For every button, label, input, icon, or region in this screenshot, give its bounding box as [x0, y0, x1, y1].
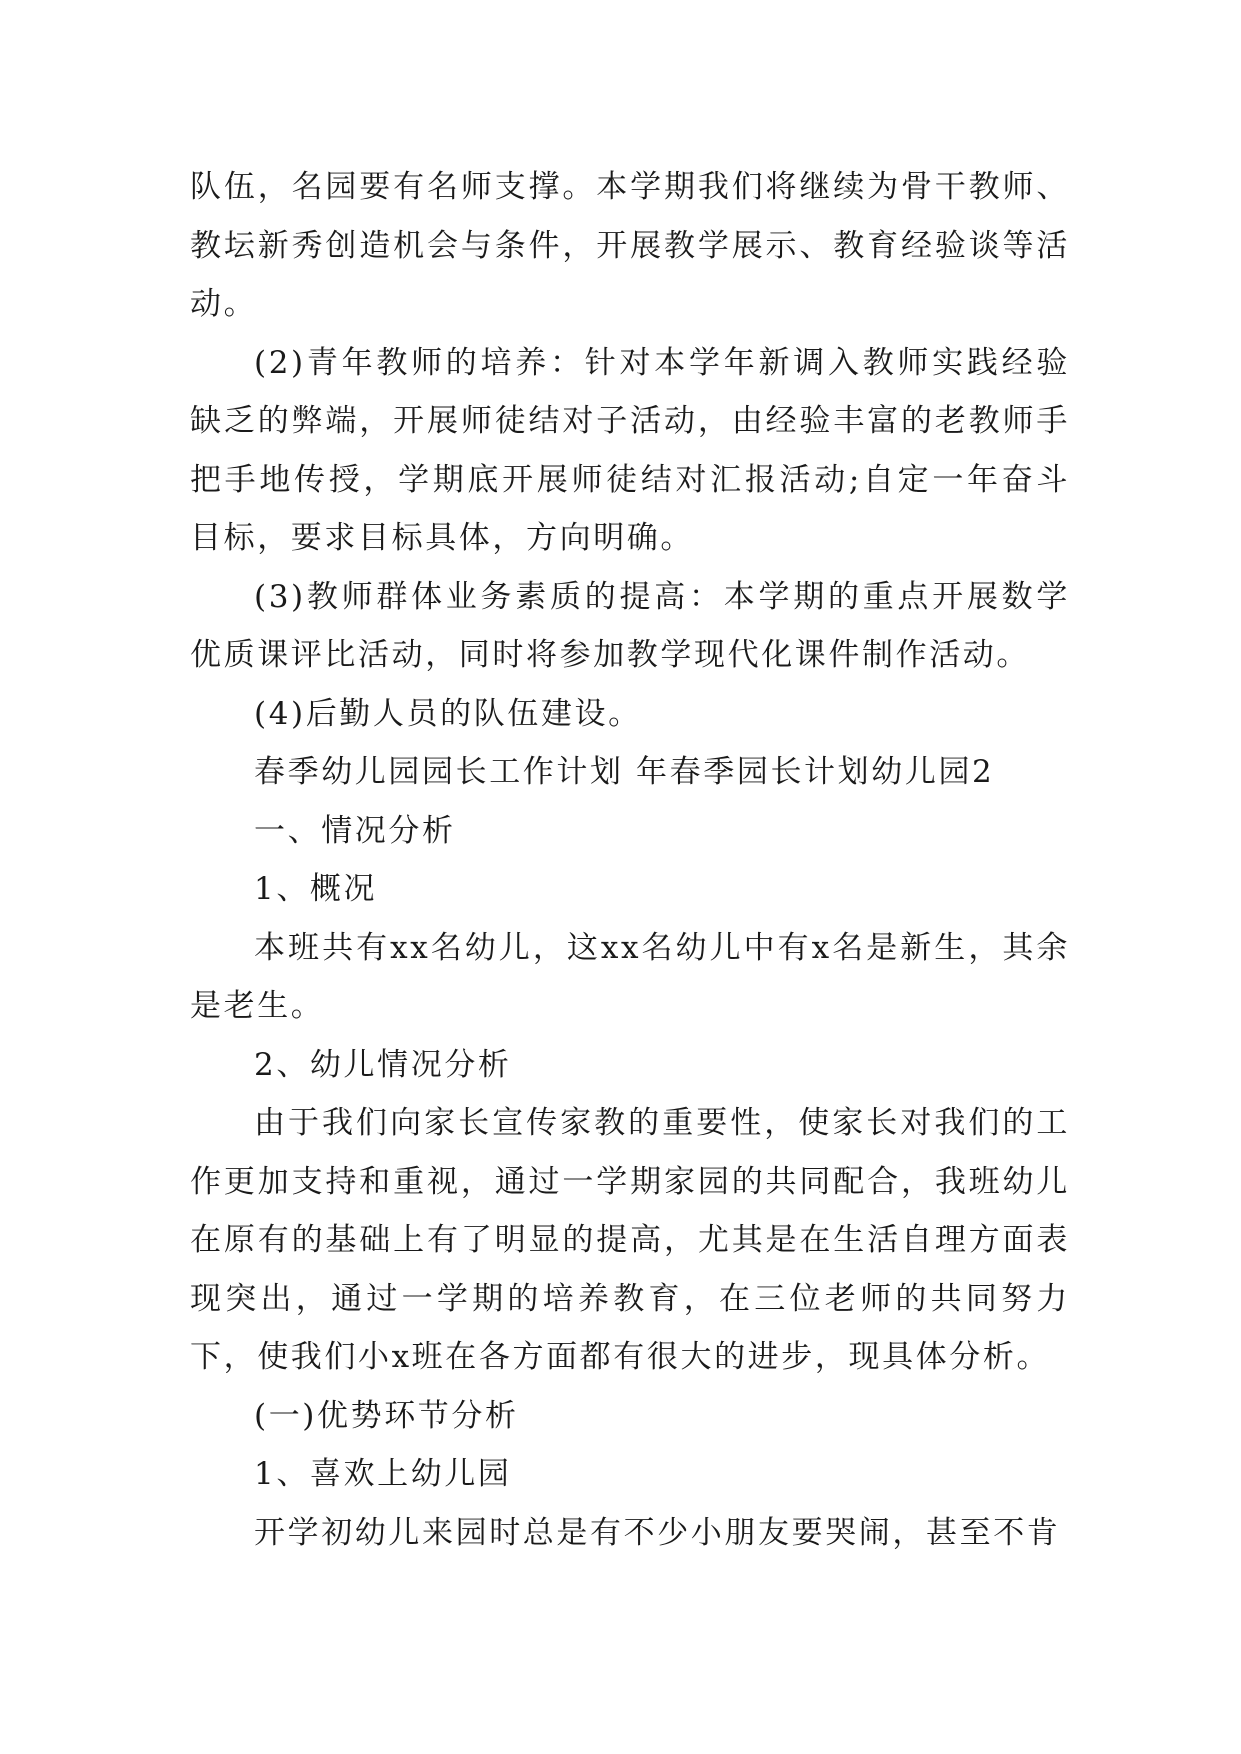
paragraph-2: (2)青年教师的培养：针对本学年新调入教师实践经验缺乏的弊端，开展师徒结对子活动，由经验丰富的老教师手把手地传授，学期底开展师徒结对汇报活动;自定一年奋斗目标，要求目标具体，方向明确。	[190, 344, 1070, 556]
heading-overview: 1、概况	[254, 871, 378, 907]
paragraph-overview: 本班共有xx名幼儿，这xx名幼儿中有x名是新生，其余是老生。	[190, 929, 1070, 1024]
heading-situation-analysis: 一、情况分析	[254, 812, 456, 849]
heading-child-analysis: 2、幼儿情况分析	[254, 1046, 512, 1083]
document-body	[190, 158, 1070, 1562]
paragraph-4: (4)后勤人员的队伍建设。	[254, 695, 642, 732]
paragraph-start-of-term: 开学初幼儿来园时总是有不少小朋友要哭闹，甚至不肯	[254, 1514, 1061, 1551]
heading-like-kindergarten: 1、喜欢上幼儿园	[254, 1456, 512, 1492]
paragraph-3: (3)教师群体业务素质的提高：本学期的重点开展数学优质课评比活动，同时将参加教学现代化课件制作活动。	[190, 578, 1070, 673]
section-title: 春季幼儿园园长工作计划 年春季园长计划幼儿园2	[254, 754, 995, 790]
heading-advantage-analysis: (一)优势环节分析	[254, 1397, 519, 1434]
paragraph-child-analysis: 由于我们向家长宣传家教的重要性，使家长对我们的工作更加支持和重视，通过一学期家园的共同配合，我班幼儿在原有的基础上有了明显的提高，尤其是在生活自理方面表现突出，通过一学期的培养教育，在三位老师的共同努力下，使我们小x班在各方面都有很大的进步，现具体分析。	[190, 1105, 1070, 1375]
paragraph-1: 队伍，名园要有名师支撑。本学期我们将继续为骨干教师、教坛新秀创造机会与条件，开展教学展示、教育经验谈等活动。	[190, 169, 1070, 322]
